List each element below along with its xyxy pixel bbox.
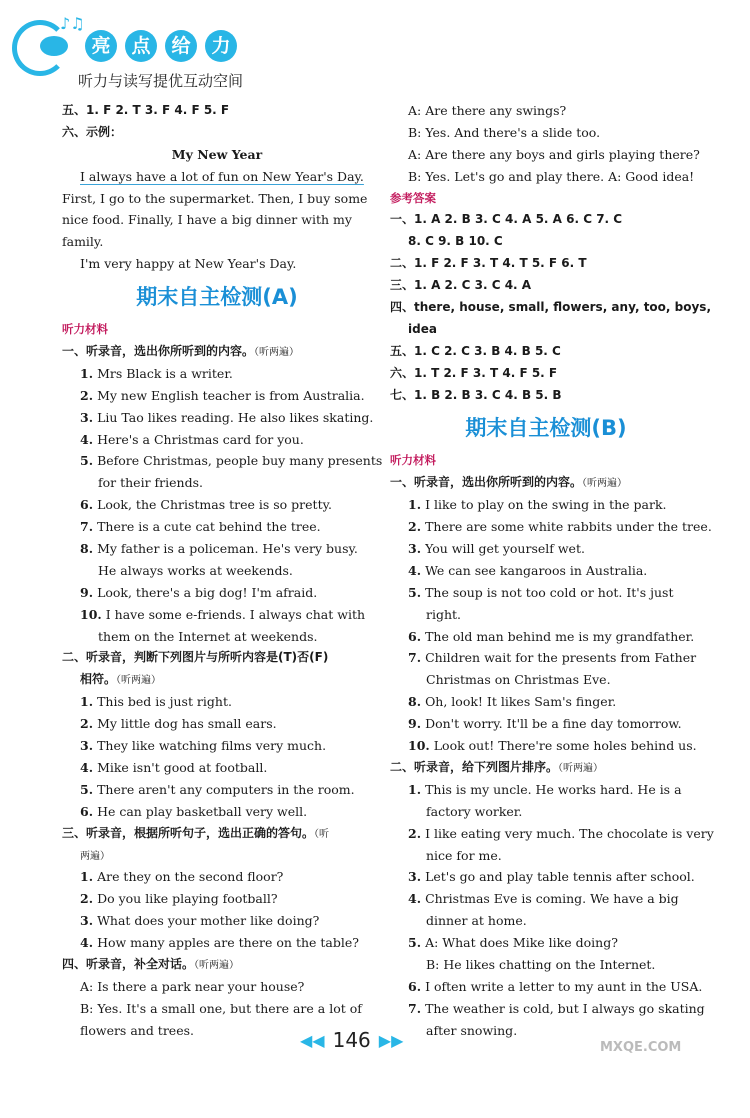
line-text: I like to play on the swing in the park. (425, 497, 667, 513)
section-heading (390, 275, 702, 297)
item-number: 5. (80, 453, 94, 469)
text-line (390, 976, 702, 998)
line-text: B: Yes. And there's a slide too. (408, 124, 601, 140)
repeat-note: （听两遍） (582, 478, 628, 490)
section-heading (390, 209, 702, 231)
item-number: 10. (80, 606, 102, 622)
line-text: family. (62, 234, 104, 250)
item-number: 6. (80, 803, 94, 819)
line-text: dinner at home. (426, 913, 527, 929)
line-text: B: He likes chatting on the Internet. (426, 956, 656, 972)
text-line (390, 845, 702, 867)
item-number: 8. (408, 694, 422, 710)
item-number: 1. (80, 365, 94, 381)
line-text: Mrs Black is a writer. (97, 365, 233, 381)
line-text: right. (426, 606, 462, 622)
watermark: MXQE.COM (600, 1040, 682, 1055)
line-text: 二、听录音，给下列图片排序。 (390, 759, 559, 774)
section-heading (390, 297, 712, 319)
line-text: 8. C 9. B 10. C (408, 234, 503, 249)
text-line (390, 538, 702, 560)
line-text: Christmas on Christmas Eve. (426, 672, 611, 688)
item-number: 4. (80, 759, 94, 775)
line-text: There are some white rabbits under the tree. (425, 519, 712, 535)
section-heading (390, 231, 702, 253)
line-text: Let's go and play table tennis after school. (425, 869, 695, 885)
line-text: B: Yes. It's a small one, but there are a lot of (80, 1000, 362, 1016)
line-text: I always have a lot of fun on New Year's Day. (80, 168, 364, 184)
item-number: 9. (80, 584, 94, 600)
text-line (390, 801, 702, 823)
line-text: We can see kangaroos in Australia. (425, 562, 648, 578)
line-text: The weather is cold, but I always go skating (425, 1000, 705, 1016)
item-number: 4. (80, 431, 94, 447)
item-number: 3. (408, 869, 422, 885)
line-text: I like eating very much. The chocolate is very (425, 825, 714, 841)
line-text: This bed is just right. (97, 694, 232, 710)
repeat-note: （听两遍） (558, 762, 604, 774)
section-heading (62, 823, 372, 845)
line-text: A: Are there any swings? (408, 103, 567, 118)
section-heading (390, 472, 702, 494)
text-line (390, 954, 702, 976)
text-line (62, 932, 372, 954)
line-text: 五、1. F 2. T 3. F 4. F 5. F (62, 103, 230, 117)
item-number: 5. (80, 781, 94, 797)
text-line (62, 253, 372, 275)
line-text: B: Yes. Let's go and play there. A: Good idea! (408, 168, 695, 184)
text-line (390, 910, 702, 932)
line-text: them on the Internet at weekends. (98, 628, 318, 644)
item-number: 6. (408, 978, 422, 994)
line-text: 三、听录音，根据所听句子，选出正确的答句。 (62, 825, 315, 840)
brand-title (85, 30, 237, 62)
line-text: A: Are there any boys and girls playing there? (408, 146, 700, 162)
line-text: flowers and trees. (80, 1022, 194, 1038)
section-heading (62, 954, 372, 976)
section-tag (390, 188, 702, 210)
text-line (390, 604, 702, 626)
text-line (62, 231, 372, 253)
line-text: 二、听录音，判断下列图片与所听内容是(T)否(F) (62, 650, 329, 665)
section-tag (62, 319, 372, 341)
item-number: 4. (408, 891, 422, 907)
item-number: 3. (408, 541, 422, 557)
line-text: 听力材料 (62, 322, 108, 337)
item-number: 1. (408, 781, 422, 797)
line-text: Children wait for the presents from Father (425, 650, 697, 666)
line-text: Look, there's a big dog! I'm afraid. (97, 584, 318, 600)
brand-char: 亮 (85, 30, 117, 62)
prev-arrow-icon: ◀◀ (300, 1030, 325, 1050)
section-heading (62, 647, 372, 669)
item-number: 1. (80, 694, 94, 710)
section-heading (62, 100, 372, 122)
section-heading (62, 845, 372, 867)
item-number: 7. (408, 1000, 422, 1016)
section-heading (390, 253, 702, 275)
page-header (0, 0, 750, 100)
line-text: Christmas Eve is coming. We have a big (425, 891, 679, 907)
line-text: 一、听录音，选出你所听到的内容。 (62, 344, 255, 359)
text-line (390, 122, 702, 144)
item-number: 5. (408, 584, 422, 600)
line-text: 三、1. A 2. C 3. C 4. A (390, 278, 532, 293)
text-line (62, 407, 372, 429)
line-text: I often write a letter to my aunt in the USA. (425, 978, 703, 994)
line-text: for their friends. (98, 475, 203, 491)
brand-char: 给 (165, 30, 197, 62)
line-text: Do you like playing football? (97, 891, 278, 907)
text-line (62, 429, 372, 451)
line-text: I have some e-friends. I always chat with (105, 606, 366, 622)
line-text: Oh, look! It likes Sam's finger. (425, 694, 617, 710)
item-number: 2. (80, 891, 94, 907)
text-line (390, 100, 702, 122)
item-number: 4. (80, 935, 94, 951)
text-line (62, 735, 372, 757)
line-text: 一、1. A 2. B 3. C 4. A 5. A 6. C 7. C (390, 212, 623, 227)
line-text: after snowing. (426, 1022, 518, 1038)
line-text: 相符。 (80, 672, 117, 687)
text-line (62, 582, 372, 604)
item-number: 6. (80, 497, 94, 513)
music-note-icon: ♪♫ (60, 14, 85, 33)
section-heading (390, 385, 702, 407)
item-number: 10. (408, 738, 430, 754)
text-line (62, 385, 372, 407)
section-heading (62, 122, 372, 144)
line-text: 四、there, house, small, flowers, any, too, boys, (390, 300, 712, 315)
line-text: 参考答案 (390, 190, 436, 205)
text-line (390, 516, 712, 538)
line-text: 二、1. F 2. F 3. T 4. T 5. F 6. T (390, 256, 587, 271)
text-line (390, 144, 702, 166)
item-number: 9. (408, 716, 422, 732)
section-title: 期末自主检测(A) (136, 285, 298, 310)
line-text: How many apples are there on the table? (97, 935, 359, 951)
text-line (62, 363, 372, 385)
text-line (62, 691, 372, 713)
repeat-note: （听 (314, 828, 330, 840)
item-number: 5. (408, 935, 422, 951)
text-line (62, 713, 372, 735)
repeat-note: （听两遍） (254, 347, 300, 359)
line-text: Look, the Christmas tree is so pretty. (97, 497, 332, 513)
item-number: 7. (80, 519, 94, 535)
header-subtitle: 听力与读写提优互动空间 (78, 72, 244, 90)
line-text: 五、1. C 2. C 3. B 4. B 5. C (390, 343, 561, 358)
line-text: 七、1. B 2. B 3. C 4. B 5. B (390, 387, 562, 402)
line-text: There aren't any computers in the room. (97, 781, 355, 797)
brand-char: 力 (205, 30, 237, 62)
line-text: A: Is there a park near your house? (80, 978, 305, 994)
left-column (62, 100, 383, 1042)
text-line (390, 713, 702, 735)
line-text: 四、听录音，补全对话。 (62, 956, 195, 971)
line-text: My little dog has small ears. (97, 716, 277, 732)
text-line (62, 757, 372, 779)
line-text: I'm very happy at New Year's Day. (80, 256, 297, 272)
line-text: This is my uncle. He works hard. He is a (425, 781, 682, 797)
item-number: 2. (408, 825, 422, 841)
page-nav (300, 1028, 403, 1052)
item-number: 6. (408, 628, 422, 644)
line-text: What does your mother like doing? (97, 913, 320, 929)
text-line (390, 998, 705, 1020)
line-text: idea (408, 321, 437, 336)
text-line (62, 209, 372, 231)
repeat-note: （听两遍） (194, 959, 240, 971)
item-number: 1. (408, 497, 422, 513)
text-line (62, 779, 372, 801)
line-text: Before Christmas, people buy many presents (97, 453, 383, 469)
text-line (390, 823, 714, 845)
text-line (62, 450, 383, 472)
text-line (62, 494, 372, 516)
section-heading (390, 319, 702, 341)
line-text: 听力材料 (390, 453, 436, 468)
text-line (62, 166, 372, 188)
item-number: 1. (80, 869, 94, 885)
line-text: The soup is not too cold or hot. It's just (425, 584, 674, 600)
text-line (62, 538, 372, 560)
logo-ear-pad (40, 36, 68, 56)
text-line (390, 691, 702, 713)
line-text: Mike isn't good at football. (97, 759, 268, 775)
text-line (390, 582, 702, 604)
text-line (390, 560, 702, 582)
line-text: My new English teacher is from Australia. (97, 387, 365, 403)
item-number: 3. (80, 738, 94, 754)
text-line (62, 801, 372, 823)
item-number: 7. (408, 650, 422, 666)
text-line (390, 888, 702, 910)
text-line (62, 626, 372, 648)
item-number: 3. (80, 409, 94, 425)
line-text: Here's a Christmas card for you. (97, 431, 304, 447)
line-text: First, I go to the supermarket. Then, I buy some (62, 190, 368, 206)
line-text: He can play basketball very well. (97, 803, 308, 819)
item-number: 3. (80, 913, 94, 929)
text-line (390, 669, 702, 691)
line-text: He always works at weekends. (98, 562, 293, 578)
line-text: You will get yourself wet. (425, 541, 585, 557)
repeat-note: 两遍） (80, 850, 110, 862)
line-text: 六、示例： (62, 124, 123, 139)
text-line (62, 516, 372, 538)
line-text: My father is a policeman. He's very busy. (97, 541, 358, 557)
line-text: Are they on the second floor? (97, 869, 284, 885)
text-line (62, 472, 372, 494)
item-number: 4. (408, 562, 422, 578)
text-line (62, 188, 372, 210)
brand-char: 点 (125, 30, 157, 62)
line-text: They like watching films very much. (97, 738, 327, 754)
line-text: 一、听录音，选出你所听到的内容。 (390, 475, 583, 490)
line-text: nice for me. (426, 847, 502, 863)
text-line (390, 932, 702, 954)
item-number: 2. (408, 519, 422, 535)
section-heading (390, 341, 702, 363)
line-text: A: What does Mike like doing? (425, 935, 618, 951)
section-heading (62, 341, 372, 363)
text-line (390, 166, 702, 188)
text-line (390, 494, 702, 516)
section-heading (62, 669, 372, 691)
item-number: 8. (80, 541, 94, 557)
next-arrow-icon: ▶▶ (378, 1030, 404, 1050)
text-line (390, 779, 702, 801)
section-heading (390, 757, 702, 779)
page-number: 146 (332, 1028, 371, 1052)
line-text: Liu Tao likes reading. He also likes skating. (97, 409, 374, 425)
repeat-note: （听两遍） (116, 675, 162, 687)
section-title: 期末自主检测(B) (465, 416, 627, 441)
right-column (390, 100, 714, 1042)
text-line (390, 735, 702, 757)
text-line (62, 976, 372, 998)
item-number: 2. (80, 716, 94, 732)
item-number: 2. (80, 387, 94, 403)
text-line (62, 560, 372, 582)
text-line (62, 998, 372, 1020)
text-line (62, 144, 372, 166)
text-line (390, 866, 702, 888)
section-tag (390, 450, 702, 472)
line-text: The old man behind me is my grandfather. (425, 628, 695, 644)
text-line (62, 888, 372, 910)
text-line (62, 604, 372, 626)
line-text: factory worker. (426, 803, 523, 819)
text-line (62, 866, 372, 888)
line-text: 六、1. T 2. F 3. T 4. F 5. F (390, 365, 558, 380)
text-line (390, 647, 702, 669)
line-text: Don't worry. It'll be a fine day tomorrow. (425, 716, 682, 732)
line-text: There is a cute cat behind the tree. (97, 519, 321, 535)
text-line (62, 910, 372, 932)
line-text: Look out! There're some holes behind us. (433, 738, 697, 754)
line-text: nice food. Finally, I have a big dinner with my (62, 212, 352, 228)
line-text: My New Year (171, 146, 263, 162)
section-heading (390, 363, 702, 385)
text-line (390, 626, 702, 648)
